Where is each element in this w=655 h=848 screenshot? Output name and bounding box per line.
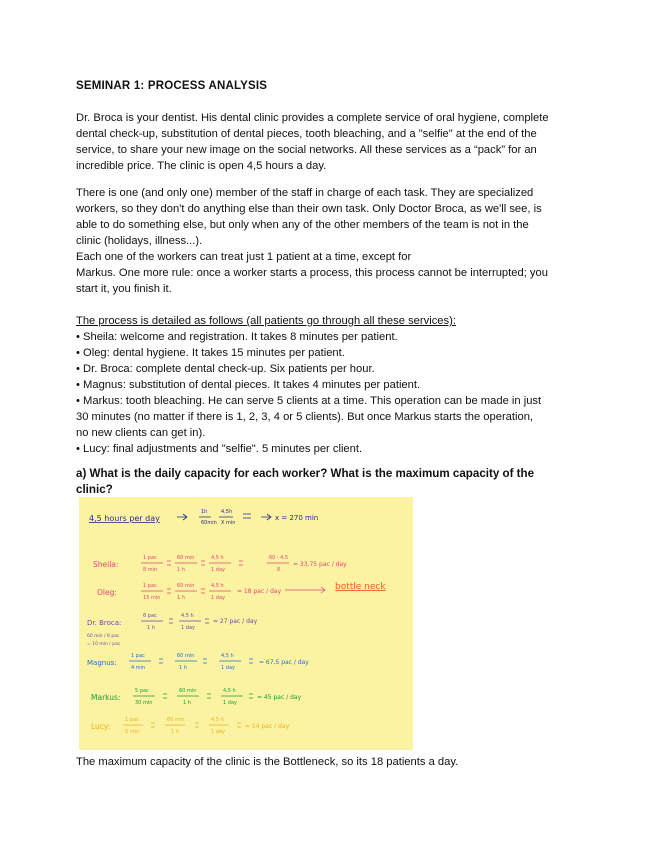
svg-text:4 min: 4 min <box>131 665 146 671</box>
svg-text:4,5 h: 4,5 h <box>211 717 224 723</box>
row-label: Magnus: <box>87 659 117 667</box>
question-a <box>76 466 576 498</box>
text-line: Dr. Broca is your dentist. His dental clinic provides a complete service of oral hygiene, complete <box>76 112 549 124</box>
svg-text:60 min: 60 min <box>177 653 195 659</box>
row-label: Sheila: <box>93 560 119 569</box>
text-line: Markus. One more rule: once a worker starts a process, this process cannot be interrupted; you <box>76 267 548 279</box>
process-list <box>76 313 576 457</box>
header-result: x = 270 min <box>275 514 319 522</box>
list-item: 30 minutes (no matter if there is 1, 2, 3, 4 or 5 clients). But once Markus starts the operation, <box>76 411 534 423</box>
svg-text:60 min: 60 min <box>167 717 185 723</box>
svg-text:30 min: 30 min <box>135 700 153 706</box>
text-line: service, to share your new image on the social networks. All these services as a “pack” for an <box>76 144 537 156</box>
text-line: able to do something else, but only when any of the other members of the team is not in the <box>76 219 529 231</box>
svg-text:60min: 60min <box>201 520 217 526</box>
svg-text:1 pac: 1 pac <box>143 555 157 561</box>
broca-note: = 10 min / pac <box>87 642 121 647</box>
row-result: = 27 pac / day <box>213 618 258 625</box>
svg-text:4,5h: 4,5h <box>221 509 233 515</box>
row-result: = 67,5 pac / day <box>259 659 309 666</box>
svg-text:8: 8 <box>277 567 281 573</box>
svg-text:1 h: 1 h <box>179 665 187 671</box>
svg-text:5 pac: 5 pac <box>135 688 149 694</box>
svg-text:1 pac: 1 pac <box>131 653 145 659</box>
svg-text:X min: X min <box>221 520 236 526</box>
svg-text:1h: 1h <box>201 509 208 515</box>
svg-text:4,5 h: 4,5 h <box>221 653 234 659</box>
row-result: = 45 pac / day <box>257 694 302 701</box>
svg-text:60 min: 60 min <box>177 555 195 561</box>
text-line: There is one (and only one) member of the staff in charge of each task. They are specialized <box>76 187 534 199</box>
header-left: 4,5 hours per day <box>89 514 160 523</box>
svg-text:1 day: 1 day <box>211 595 225 601</box>
text-line: clinic? <box>76 483 113 496</box>
process-heading: The process is detailed as follows (all patients go through all these services): <box>76 315 456 327</box>
list-item: • Dr. Broca: complete dental check-up. Six patients per hour. <box>76 363 375 375</box>
list-item: • Markus: tooth bleaching. He can serve 5 clients at a time. This operation can be made in just <box>76 395 542 407</box>
svg-text:1 h: 1 h <box>177 595 185 601</box>
svg-text:4,5 h: 4,5 h <box>211 555 224 561</box>
text-line: dental check-up, substitution of dental pieces, tooth bleaching, and a "selfie" at the end of the <box>76 128 537 140</box>
svg-text:1 pac: 1 pac <box>143 583 157 589</box>
row-label: Oleg: <box>97 588 117 597</box>
list-item: • Lucy: final adjustments and "selfie". 5 minutes per client. <box>76 443 363 455</box>
row-label: Dr. Broca: <box>87 619 122 627</box>
row-result: = 18 pac / day <box>237 588 282 595</box>
svg-text:1 pac: 1 pac <box>125 717 139 723</box>
intro-paragraph <box>76 110 576 174</box>
svg-text:4,5 h: 4,5 h <box>223 688 236 694</box>
row-label: Markus: <box>91 693 121 702</box>
svg-text:1 day: 1 day <box>221 665 235 671</box>
text-line: workers, so they don't do anything else than their own task. Only Doctor Broca, as we'll see, is <box>76 203 542 215</box>
svg-text:1 h: 1 h <box>171 729 179 735</box>
row-result: = 54 pac / day <box>245 723 290 730</box>
svg-text:1 day: 1 day <box>211 729 225 735</box>
svg-text:1 day: 1 day <box>181 625 195 631</box>
bottleneck-label: bottle neck <box>335 582 386 592</box>
answer-text: The maximum capacity of the clinic is the Bottleneck, so its 18 patients a day. <box>76 756 459 768</box>
document-title: SEMINAR 1: PROCESS ANALYSIS <box>76 80 268 92</box>
svg-text:5 min: 5 min <box>125 729 140 735</box>
svg-text:60 min: 60 min <box>179 688 197 694</box>
handwritten-notes-image <box>79 497 413 750</box>
text-line: incredible price. The clinic is open 4,5 hours a day. <box>76 160 327 172</box>
svg-text:4,5 h: 4,5 h <box>211 583 224 589</box>
svg-text:1 day: 1 day <box>211 567 225 573</box>
svg-text:1 h: 1 h <box>183 700 191 706</box>
list-item: • Sheila: welcome and registration. It takes 8 minutes per patient. <box>76 331 398 343</box>
broca-note: 60 min / 6 pac <box>87 634 120 639</box>
text-line: Each one of the workers can treat just 1 patient at a time, except for <box>76 251 412 263</box>
svg-text:60 min: 60 min <box>177 583 195 589</box>
svg-text:8 min: 8 min <box>143 567 158 573</box>
staff-paragraph <box>76 185 576 249</box>
svg-text:60 · 4,5: 60 · 4,5 <box>269 555 289 561</box>
svg-text:4,5 h: 4,5 h <box>181 613 194 619</box>
list-item: • Magnus: substitution of dental pieces. It takes 4 minutes per patient. <box>76 379 421 391</box>
text-line: clinic (holidays, illness...). <box>76 235 203 247</box>
svg-text:1 day: 1 day <box>223 700 237 706</box>
list-item: • Oleg: dental hygiene. It takes 15 minutes per patient. <box>76 347 345 359</box>
svg-text:15 min: 15 min <box>143 595 161 601</box>
text-line: a) What is the daily capacity for each worker? What is the maximum capacity of the <box>76 467 535 480</box>
row-label: Lucy: <box>91 722 111 731</box>
svg-text:6 pac: 6 pac <box>143 613 157 619</box>
rules-paragraph <box>76 249 576 297</box>
svg-text:1 h: 1 h <box>147 625 155 631</box>
list-item: no new clients can get in). <box>76 427 206 439</box>
row-result: = 33,75 pac / day <box>293 561 347 568</box>
svg-text:1 h: 1 h <box>177 567 185 573</box>
text-line: start it, you finish it. <box>76 283 172 295</box>
